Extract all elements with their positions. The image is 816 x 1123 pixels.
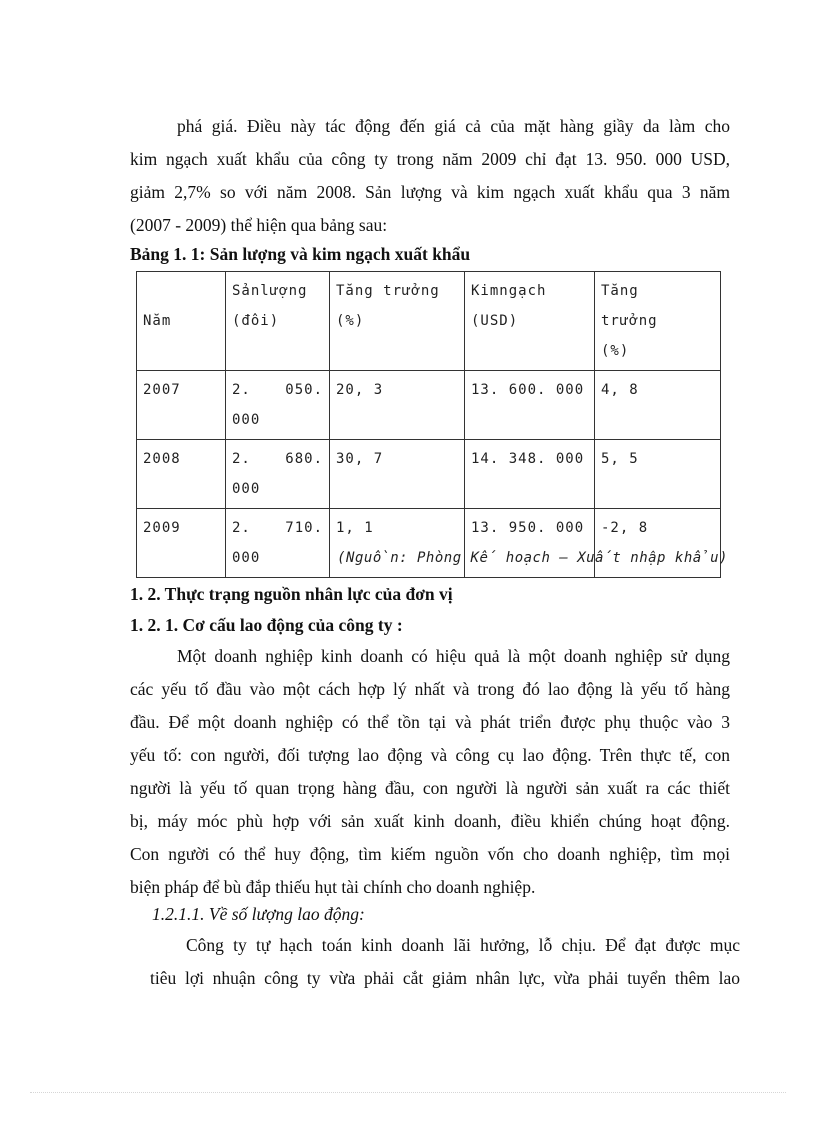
cell-turnover: 13. 950. 000	[465, 509, 595, 578]
text-line: kim ngạch xuất khẩu của công ty trong năm 2009 chỉ đạt 13. 950. 000 USD,	[130, 149, 730, 169]
cell-turnover-growth: 4, 8	[595, 371, 721, 440]
text-line: phá giá. Điều này tác động đến giá cả của mặt hàng giầy da làm cho	[177, 116, 730, 136]
cell-growth: 20, 3	[330, 371, 465, 440]
text-line: biện pháp để bù đắp thiếu hụt tài chính cho doanh nghiệp.	[130, 877, 536, 897]
export-table	[136, 271, 721, 578]
cell-year: 2009	[137, 509, 226, 578]
cell-year: 2007	[137, 371, 226, 440]
header-turnover-growth: Tăng trưởng (%)	[595, 272, 721, 371]
text-line: người là yếu tố quan trọng hàng đầu, con người là người sản xuất ra các thiết	[130, 778, 730, 798]
text-line: yếu tố: con người, đối tượng lao động và công cụ lao động. Trên thực tế, con	[130, 745, 730, 765]
header-growth: Tăng trưởng (%)	[330, 272, 465, 371]
table-header-row	[137, 272, 721, 371]
text-line: Công ty tự hạch toán kinh doanh lãi hưởng, lỗ chịu. Để đạt được mục	[186, 935, 740, 955]
page-footer-divider	[30, 1092, 786, 1093]
table-row	[137, 371, 721, 440]
text-line: Một doanh nghiệp kinh doanh có hiệu quả là một doanh nghiệp sử dụng	[177, 646, 730, 666]
text-line: tiêu lợi nhuận công ty vừa phải cắt giảm nhân lực, vừa phải tuyển thêm lao	[150, 968, 740, 988]
table-source-note: (Nguồn: Phòng Kế hoạch – Xuất nhập khẩu)	[337, 550, 728, 566]
cell-output: 2. 710. 000	[226, 509, 330, 578]
subsection-heading: 1. 2. 1. Cơ cấu lao động của công ty :	[130, 615, 403, 635]
paragraph-export-intro	[130, 110, 730, 242]
table-row	[137, 440, 721, 509]
paragraph-labor-structure	[130, 640, 730, 904]
cell-growth: 1, 1	[330, 509, 465, 578]
cell-year: 2008	[137, 440, 226, 509]
cell-output: 2. 050. 000	[226, 371, 330, 440]
cell-turnover: 13. 600. 000	[465, 371, 595, 440]
header-turnover: Kimngạch (USD)	[465, 272, 595, 371]
table-caption: Bảng 1. 1: Sản lượng và kim ngạch xuất khẩu	[130, 244, 471, 264]
section-heading: 1. 2. Thực trạng nguồn nhân lực của đơn vị	[130, 584, 453, 604]
cell-output: 2. 680. 000	[226, 440, 330, 509]
cell-turnover-growth: -2, 8	[595, 509, 721, 578]
cell-turnover: 14. 348. 000	[465, 440, 595, 509]
header-output: Sảnlượng (đôi)	[226, 272, 330, 371]
text-line: các yếu tố đầu vào một cách hợp lý nhất và trong đó lao động là yếu tố hàng	[130, 679, 730, 699]
text-line: đầu. Để một doanh nghiệp có thể tồn tại và phát triển được phụ thuộc vào 3	[130, 712, 730, 732]
paragraph-labor-quantity	[150, 929, 740, 995]
header-year: Năm	[137, 272, 226, 371]
subsubsection-heading: 1.2.1.1. Về số lượng lao động:	[152, 904, 365, 924]
text-line: giảm 2,7% so với năm 2008. Sản lượng và kim ngạch xuất khẩu qua 3 năm	[130, 182, 730, 202]
cell-growth: 30, 7	[330, 440, 465, 509]
text-line: bị, máy móc phù hợp với sản xuất kinh doanh, điều khiển chúng hoạt động.	[130, 811, 730, 831]
text-line: (2007 - 2009) thể hiện qua bảng sau:	[130, 215, 388, 235]
text-line: Con người có thể huy động, tìm kiếm nguồn vốn cho doanh nghiệp, tìm mọi	[130, 844, 730, 864]
cell-turnover-growth: 5, 5	[595, 440, 721, 509]
